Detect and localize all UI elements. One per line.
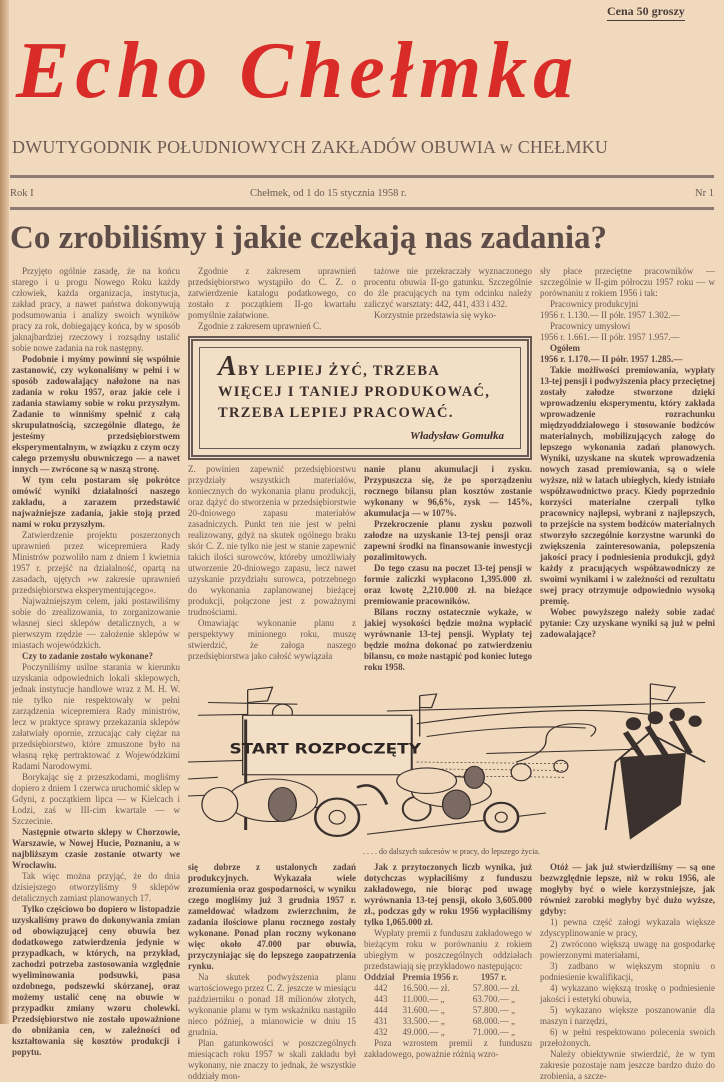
paragraph: Takie możliwości premiowania, wypłaty 13-tej pensji i podwyższenia płacy przeciętnej zostały załodze stworzone dzięki wprowadzeniu eksperymentu, który zakłada wprowadzenie rozrachunku międzyoddziałowego i stosowanie bodźców materialnych, mobilizujących załogę do lepszego wykonania zadań planowych. Wyniki, uzyskane na skutek wprowadzenia nowych zasad premiowania, są o wiele wyższe, niż w latach ubiegłych, kiedy istniało współzawodnictwo pracy. Kiedy poprzednio korzyści materialne czerpali tylko pracownicy najlepsi, wybrani z najlepszych, to przejście na system bodźców materialnych stworzyło szczególnie korzystne warunki do zwiększenia zainteresowania, polepszenia jakości pracy i podniesienia produkcji, gdyż każdy z pracujących współzawodniczy ze swoimi wynikami i w zależności od rezultatu swej pracy otrzymuje odpowiednio wysoką premię. — [540, 365, 715, 606]
article-column-3-bottom — [364, 862, 532, 1082]
wage-group: Pracownicy umysłowi — [550, 321, 631, 331]
wage-group: Pracownicy produkcyjni — [550, 299, 639, 309]
article-body — [12, 266, 715, 1082]
table-cell: 57.800.— zł. — [472, 983, 520, 993]
paragraph: Wypłaty premii z funduszu zakładowego w bieżącym roku w porównaniu z rokiem ubiegłym w poszczególnych oddziałach przedstawiają się przykładowo następująco: — [364, 928, 532, 971]
table-header: 1957 r. — [480, 972, 507, 982]
issue-number: Nr 1 — [695, 188, 714, 199]
paragraph: Zatwierdzenie projektu poszerzonych uprawnień przez wicepremiera Rady Ministrów pozwoliło nam z dniem 1 kwietnia 1957 r. przejść na działalność, opartą na zasadach, ujętych »w zakresie uprawnień przedsiębiorstwa eksperymentującego«. — [12, 530, 180, 595]
issue-date: Chełmek, od 1 do 15 stycznia 1958 r. — [250, 188, 407, 199]
paragraph: Plan gatunkowości w poszczególnych miesiącach roku 1957 w skali zakładu był wykonany, nie znaczy to jednak, że wszystkie oddziały mon- — [188, 1038, 356, 1081]
volume-label: Rok I — [10, 188, 34, 199]
wage-line: 1956 r. 1.661.— II półr. 1957 1.957.— — [540, 332, 680, 342]
list-item: 6) w pełni respektowano polecenia swoich przełożonych. — [540, 1027, 715, 1048]
table-cell: 31.600.— „ — [402, 1005, 445, 1015]
table-header-row — [364, 972, 532, 983]
article-column-1 — [12, 266, 180, 1058]
table-cell: 442 — [374, 983, 388, 993]
dateline-bar — [10, 188, 714, 201]
article-column-4-top — [540, 266, 715, 673]
table-header: Oddział — [364, 972, 395, 982]
article-headline: Co zrobiliśmy i jakie czekają nas zadania? — [10, 220, 608, 256]
table-cell: 63.700.— „ — [472, 994, 515, 1004]
list-item: 3) zadbano w większym stopniu o podniesienie kwalifikacji, — [540, 961, 715, 982]
paragraph: Bilans roczny ostatecznie wykaże, w jakiej wysokości będzie można wypłacić wyrównanie 13-tej pensji. Wypłaty tej będzie można dokonać po zatwierdzeniu bilansu, co może nastąpić pod koniec lutego roku 1958. — [364, 607, 532, 672]
table-cell: 49.000.— „ — [402, 1027, 445, 1037]
lower-columns — [188, 862, 715, 1082]
article-column-2-middle — [188, 464, 356, 673]
paragraph: Poza wzrostem premii z funduszu zakładowego, poważnie różnią wzro- — [364, 1038, 532, 1059]
quote-initial: A — [218, 351, 238, 382]
table-row — [364, 994, 532, 1005]
list-item: 1) pewna część załogi wykazała większe zdyscyplinowanie w pracy, — [540, 917, 715, 938]
wage-line: 1956 r. 1.170.— II półr. 1957 1.285.— — [540, 354, 683, 364]
table-cell: 68.000.— „ — [472, 1016, 515, 1026]
start-sign-text: START ROZPOCZĘTY — [229, 739, 421, 758]
paragraph: Korzystnie przedstawia się wyko- — [374, 310, 497, 320]
table-row — [364, 1016, 532, 1027]
wage-line: 1956 r. 1.130.— II półr. 1957 1.302.— — [540, 310, 680, 320]
table-cell: 444 — [374, 1005, 388, 1015]
upper-columns — [188, 266, 715, 673]
paragraph: Najważniejszym celem, jaki postawiliśmy sobie do zrealizowania, to zorganizowanie własnej sieci sklepów detalicznych, a w pierwszym rzędzie — założenie sklepów w miastach wojewódzkich. — [12, 596, 180, 650]
table-row — [364, 1027, 532, 1038]
paragraph: W tym celu postaram się pokrótce omówić wyniki działalności naszego zakładu, a zarazem przedstawić najważniejsze zadania, jakie stoją przed nami w roku przyszłym. — [12, 475, 180, 529]
divider — [10, 175, 714, 178]
list-item: 5) wykazano większe poszanowanie dla maszyn i narzędzi, — [540, 1005, 715, 1026]
table-cell: 443 — [374, 994, 388, 1004]
table-cell: 16.500.— zł. — [402, 983, 450, 993]
table-cell: 57.800.— „ — [472, 1005, 515, 1015]
illustration-caption: . . . . do dalszych sukcesów w pracy, do lepszego życia. — [363, 847, 540, 856]
paragraph: Poczyniliśmy usilne starania w kierunku uzyskania odpowiednich lokali sklepowych, jednak instytucje handlowe wraz z M. H. W. nie tylko nie respektowały w pełni zarządzenia wicepremiera Rady ministrów, lecz w praktyce sprawy przekazania sklepów załatwiały opornie, zrzucając cały ciężar na przedsiębiorstwo, które zmuszone było na własną rękę pertraktować z Wojewódzkimi Radami Narodowymi. — [12, 662, 180, 771]
table-cell: 33.500.— „ — [402, 1016, 445, 1026]
paragraph: Zgodnie z zakresem uprawnień C. — [198, 321, 322, 331]
race-cartoon-illustration — [188, 677, 715, 847]
table-cell: 431 — [374, 1016, 388, 1026]
price-label: Cena 50 groszy — [607, 4, 685, 21]
wage-group: Ogółem — [550, 343, 580, 353]
divider — [10, 207, 714, 210]
paragraph: Zgodnie z zakresem uprawnień przedsiębiorstwo wystąpiło do C. Z. o zatwierdzenie katalogu podatkowego, co zostało z początkiem II-go kwartału pomyślnie załatwione. — [188, 266, 356, 320]
paragraph: Podobnie i myśmy powinni się wspólnie zastanowić, czy wykonaliśmy w pełni i w sposób zadowalający nałożone na nas zadania w roku 1957, oraz jakie cele i zadania stawiamy sobie w roku przyszłym. Zadanie to winniśmy spełnić z całą skrupulatnością, szczególnie dlatego, że jesteśmy przedsiębiorstwem eksperymentalnym, w związku z czym oczy całego przemysłu obuwniczego — a nawet innych — zwrócone są w naszą stronę. — [12, 354, 180, 474]
article-column-4-bottom — [540, 862, 715, 1082]
list-item: 2) zwrócono większą uwagę na gospodarkę powierzonymi materiałami, — [540, 939, 715, 960]
article-column-3-middle — [364, 464, 532, 673]
paragraph: się dobrze z ustalonych zadań produkcyjnych. Wykazała wiele zrozumienia oraz gospodarności, w wyniku czego mogliśmy już 3 grudnia 1957 r. zameldować władzom zwierzchnim, że zadania ilościowe planu rocznego zostały wykonane. Ponad plan roczny wykonano więc około 47.000 par obuwia, przyczyniając się do lepszego zaopatrzenia rynku. — [188, 862, 356, 971]
paragraph: Następnie otwarto sklepy w Chorzowie, Warszawie, w Nowej Hucie, Poznaniu, a w najbliższym czasie zostanie otwarty we Wrocławiu. — [12, 827, 180, 870]
paragraph: Borykając się z przeszkodami, mogliśmy dopiero z dniem 1 czerwca uruchomić sklep w Gdyni, z początkiem lipca — w Kielcach i Łodzi, zaś w III-cim kwartale — w Szczecinie. — [12, 772, 180, 826]
paragraph: Otóż — jak już stwierdziliśmy — są one bezwzględnie lepsze, niż w roku 1956, ale mogłyby być o wiele korzystniejsze, jak również zarobki mogłyby być dużo wyższe, gdyby: — [540, 862, 715, 916]
paragraph: Z. powinien zapewnić przedsiębiorstwu przydziały wszystkich materiałów, koniecznych do wykonania planu produkcji, oraz dążyć do stworzenia w przedsiębiorstwie 20-dniowego zapasu materiałów zasadniczych. Punkt ten nie jest w pełni realizowany, gdyż na skutek ogólnego braku skór C. Z. nie tylko nie jest w stanie zapewnić takich ilości surowców, któreby umożliwiały utworzenie 20-dniowego zapasu, lecz nawet uzyskanie przydziału surowca, potrzebnego do wykonania zaplanowanej bieżącej produkcji, połączone jest z poważnymi trudnościami. — [188, 464, 356, 617]
article-column-2-bottom — [188, 862, 356, 1082]
table-row — [364, 983, 532, 994]
masthead-logo: Echo Chełmka — [16, 27, 580, 115]
article-column-2-top — [188, 266, 356, 332]
article-column-3-top — [364, 266, 532, 332]
paragraph: nanie planu akumulacji i zysku. Przypuszcza się, że po sporządzeniu rocznego bilansu plan kosztów zostanie wykonany w 96,6%, zysk — 145%, akumulacja — w 107%. — [364, 464, 532, 518]
table-header: Premia 1956 r. — [402, 972, 459, 982]
table-row — [364, 1005, 532, 1016]
quote-author: Władysław Gomułka — [410, 430, 504, 442]
paragraph: Tylko częściowo bo dopiero w listopadzie uzyskaliśmy prawo do dokonywania zmian od obowiązującej ceny obuwia bez dodatkowego zatwierdzenia jedynie w przypadkach, w których, na przykład, zachodzi potrzeba zastosowania względnie wyeliminowania podsuwki, pasa ozdobnego, podszewki skórzanej, oraz możemy ustalić cenę na obuwie w przypadku zmiany wzoru cholewki. Przedsiębiorstwo nie zostało upoważnione do obniżania cen, w zależności od kształtowania się kosztów produkcji i popytu. — [12, 904, 180, 1057]
quote-frame — [199, 347, 521, 449]
paragraph: tażowe nie przekraczały wyznaczonego procentu obuwia II-go gatunku. Szczególnie do źle pracujących na tym odcinku należy zaliczyć warsztaty: 442, 441, 433 i 432. — [364, 266, 532, 309]
paragraph: sły płace przeciętne pracowników — szczególnie w II-gim półroczu 1957 roku — w porównaniu z rokiem 1956 i tak: — [540, 266, 715, 298]
paragraph: Omawiając wykonanie planu z perspektywy minionego roku, muszę stwierdzić, że załoga naszego przedsiębiorstwa jako całość wywiązała — [188, 618, 356, 661]
table-cell: 11.000.— „ — [402, 994, 445, 1004]
paragraph: Jak z przytoczonych liczb wynika, już dotychczas wypłaciliśmy z funduszu zakładowego, nie biorąc pod uwagę wyrównania 13-tej pensji, około 3,605.000 zł., podczas gdy w roku 1956 wypłaciliśmy tylko 1,065.000 zł. — [364, 862, 532, 927]
paragraph: Na skutek podwyższenia planu wartościowego przez C. Z. jeszcze w miesiącu październiku o ponad 18 milionów złotych, wykonanie planu w tym wskaźniku nastąpiło nieco później, a mianowicie w dniu 15 grudnia. — [188, 972, 356, 1037]
paragraph: Przyjęto ogólnie zasadę, że na końcu starego i u progu Nowego Roku każdy człowiek, każda organizacja, instytucja, zakład pracy, a nawet państwa dokonywują podsumowania i analizy swoich wyników pracy za rok, dobiegający końca, by w sposób jaknajbardziej rzeczowy i rozsądny ustalić sobie nowe zadania na rok następny. — [12, 266, 180, 353]
list-item: 4) wykazano większą troskę o podniesienie jakości i estetyki obuwia, — [540, 983, 715, 1004]
masthead-subtitle: DWUTYGODNIK POŁUDNIOWYCH ZAKŁADÓW OBUWIA w CHEŁMKU — [12, 137, 609, 157]
quote-body: BY LEPIEJ ŻYĆ, TRZEBA WIĘCEJ I TANIEJ PRODUKOWAĆ, TRZEBA LEPIEJ PRACOWAĆ. — [218, 363, 491, 421]
paragraph: Wobec powyższego należy sobie zadać pytanie: Czy uzyskane wyniki są już w pełni zadowalające? — [540, 607, 715, 639]
quote-box — [188, 336, 532, 460]
page-binding-edge — [0, 0, 9, 1024]
paragraph: Czy to zadanie zostało wykonane? — [22, 651, 153, 661]
paragraph: Do tego czasu na poczet 13-tej pensji w formie zaliczki wypłacono 1,395.000 zł. oraz kwotę 2,210.000 zł. na bieżące premiowanie pracowników. — [364, 563, 532, 606]
quote-text — [218, 351, 504, 424]
table-cell: 71.000.— „ — [472, 1027, 515, 1037]
table-cell: 432 — [374, 1027, 388, 1037]
paragraph: Przekroczenie planu zysku pozwoli załodze na uzyskanie 13-tej pensji oraz zapewni środki na finansowanie inwestycji pozalimitowych. — [364, 519, 532, 562]
paragraph: Należy obiektywnie stwierdzić, że w tym zakresie pozostaje nam jeszcze bardzo dużo do zrobienia, a szcze- — [540, 1049, 715, 1081]
article-right-area — [188, 266, 715, 1082]
paragraph: Tak więc można przyjąć, że do dnia dzisiejszego otworzyliśmy 9 sklepów detalicznych zamiast planowanych 17. — [12, 871, 180, 903]
premium-table — [364, 972, 532, 1038]
